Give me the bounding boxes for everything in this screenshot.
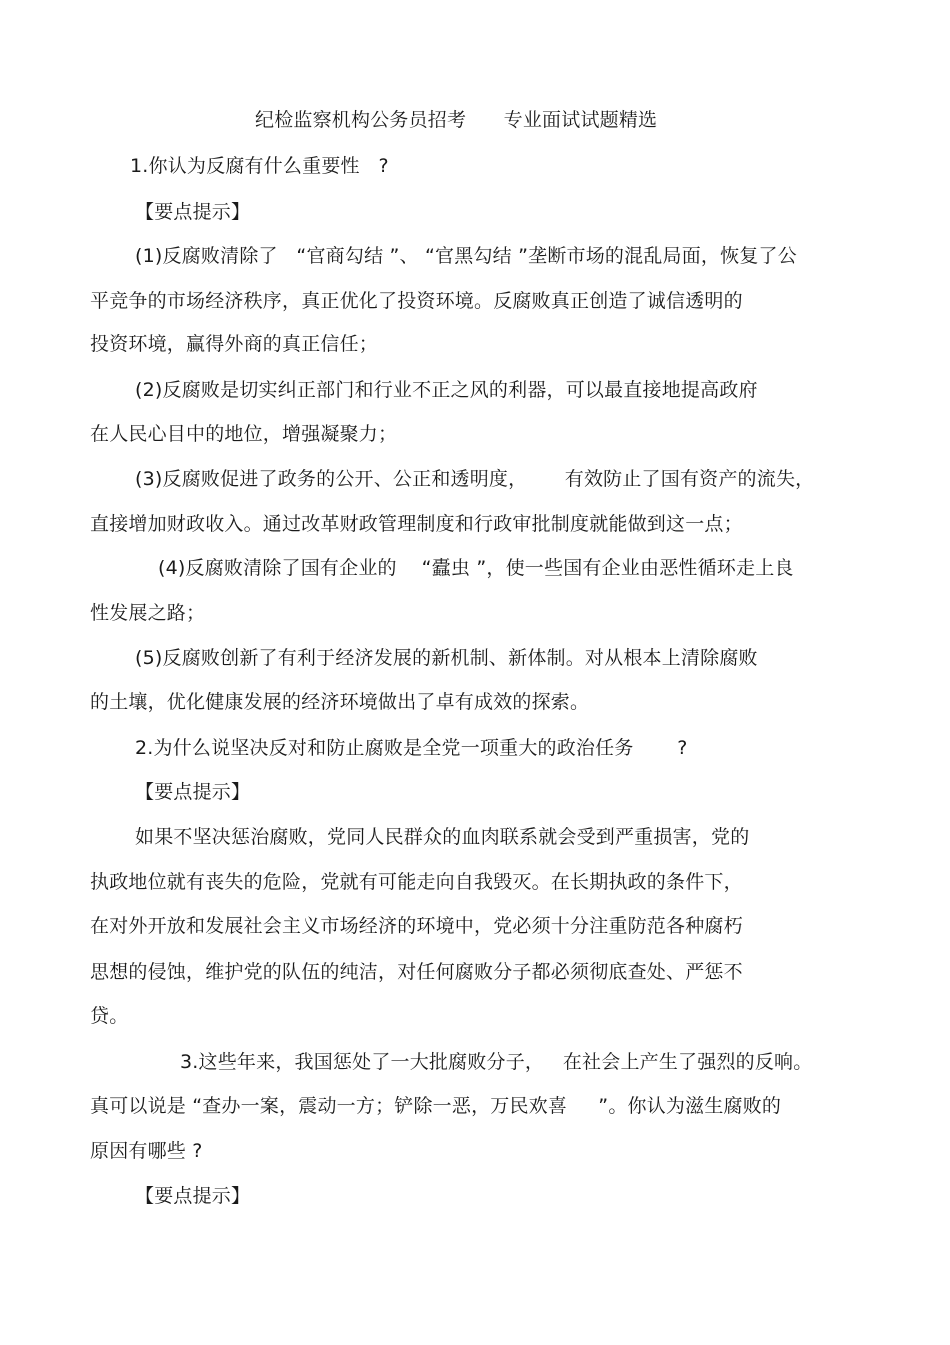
paragraph-line: 原因有哪些 ? [90,1140,203,1162]
question-3: 3.这些年来，我国惩处了一大批腐败分子， 在社会上产生了强烈的反响。 [180,1051,813,1073]
hint-heading-2: 【要点提示】 [135,781,251,803]
paragraph-line: 直接增加财政收入。通过改革财政管理制度和行政审批制度就能做到这一点； [90,513,743,535]
paragraph-line: (2)反腐败是切实纠正部门和行业不正之风的利器，可以最直接地提高政府 [135,379,758,401]
question-1: 1.你认为反腐有什么重要性 ? [130,155,389,177]
hint-heading-1: 【要点提示】 [135,201,251,223]
paragraph-line: (4)反腐败清除了国有企业的 “蠹虫 ”，使一些国有企业由恶性循环走上良 [158,557,794,579]
paragraph-line: 平竞争的市场经济秩序，真正优化了投资环境。反腐败真正创造了诚信透明的 [90,290,743,312]
paragraph-line: 的土壤，优化健康发展的经济环境做出了卓有成效的探索。 [90,691,590,713]
paragraph-line: (3)反腐败促进了政务的公开、公正和透明度， 有效防止了国有资产的流失， [135,468,815,490]
paragraph-line: 真可以说是 “查办一案，震动一方；铲除一恶，万民欢喜 ”。你认为滋生腐败的 [90,1095,782,1117]
paragraph-line: 贷。 [90,1005,129,1027]
paragraph-line: 性发展之路； [90,602,206,624]
paragraph-line: 执政地位就有丧失的危险，党就有可能走向自我毁灭。在长期执政的条件下， [90,871,743,893]
question-2: 2.为什么说坚决反对和防止腐败是全党一项重大的政治任务 ? [135,737,688,759]
paragraph-line: 在人民心目中的地位，增强凝聚力； [90,423,398,445]
hint-heading-3: 【要点提示】 [135,1185,251,1207]
paragraph-line: 如果不坚决惩治腐败，党同人民群众的血肉联系就会受到严重损害，党的 [135,826,750,848]
document-title: 纪检监察机构公务员招考 专业面试试题精选 [255,109,658,131]
paragraph-line: (5)反腐败创新了有利于经济发展的新机制、新体制。对从根本上清除腐败 [135,647,758,669]
paragraph-line: 投资环境，赢得外商的真正信任； [90,333,379,355]
paragraph-line: 在对外开放和发展社会主义市场经济的环境中，党必须十分注重防范各种腐朽 [90,915,743,937]
paragraph-line: (1)反腐败清除了 “官商勾结 ”、 “官黑勾结 ”垄断市场的混乱局面，恢复了公 [135,245,797,267]
paragraph-line: 思想的侵蚀，维护党的队伍的纯洁，对任何腐败分子都必须彻底查处、严惩不 [90,961,743,983]
